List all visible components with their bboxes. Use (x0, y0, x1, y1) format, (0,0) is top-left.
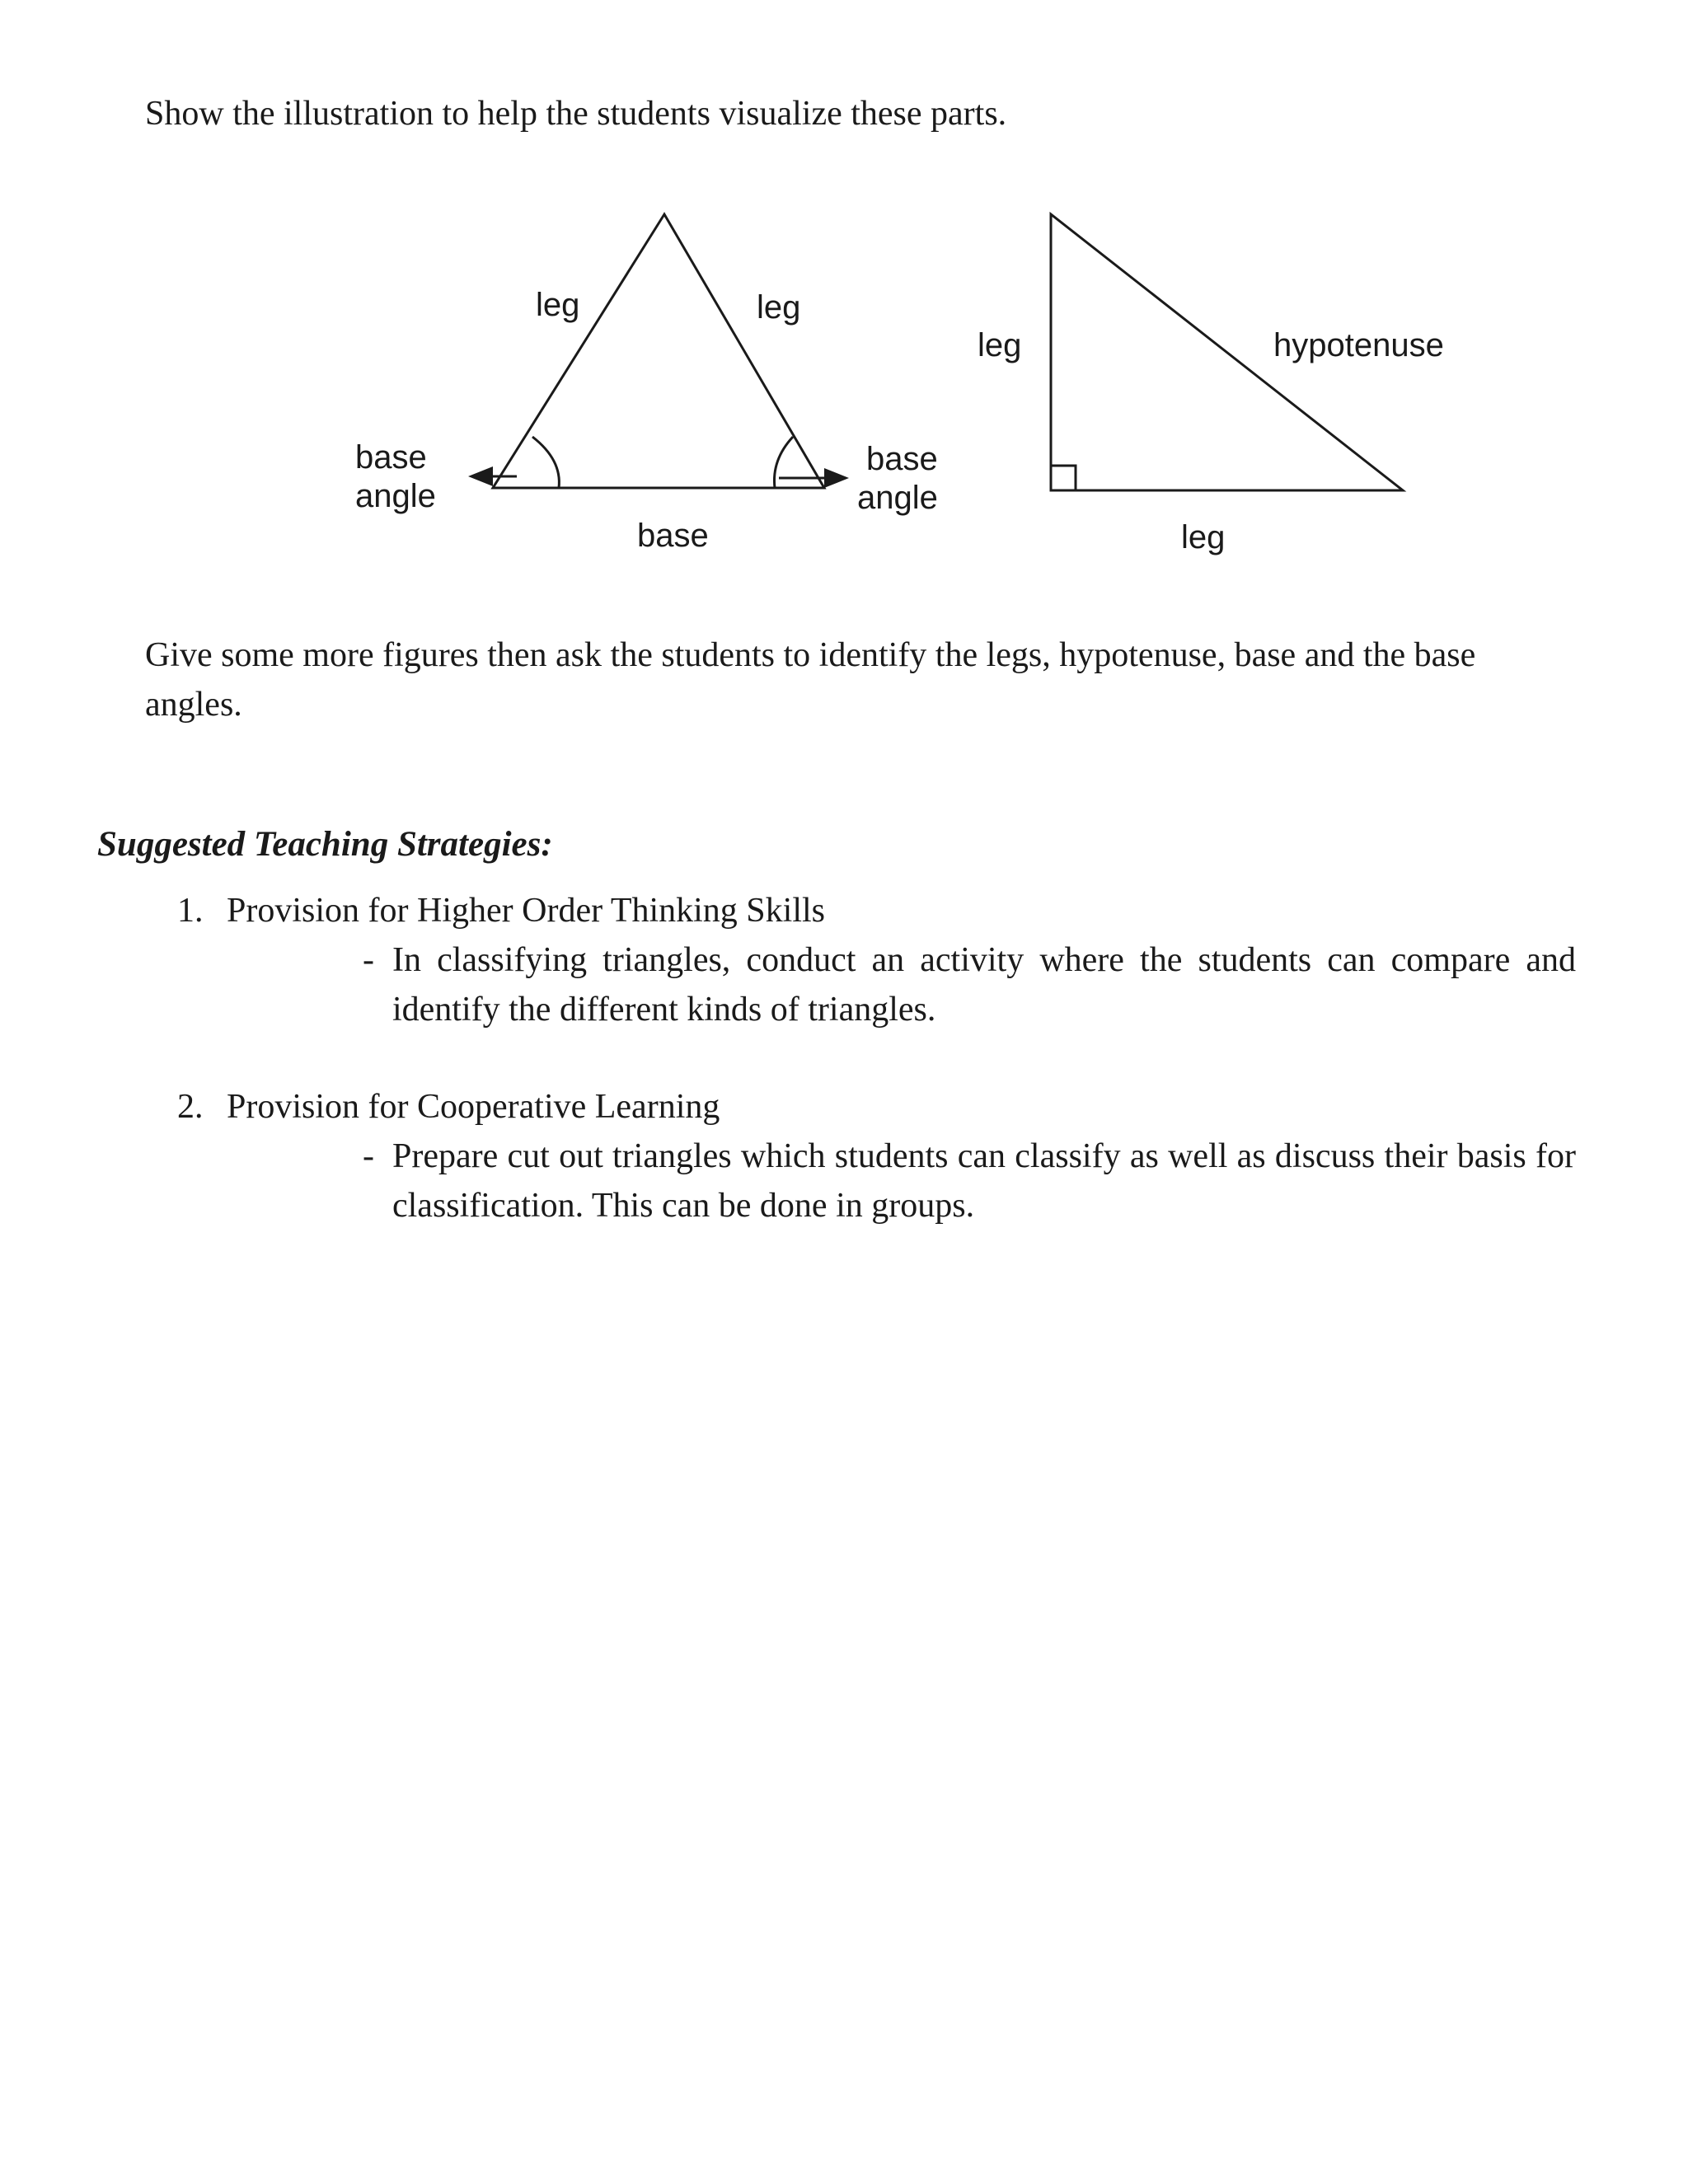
triangle-illustration (0, 0, 1688, 626)
strategy-1-title: Provision for Higher Order Thinking Skills (227, 892, 826, 930)
left-arrow-head (468, 466, 493, 486)
label-left-leg: leg (536, 287, 580, 323)
label-hypotenuse: hypotenuse (1273, 327, 1444, 363)
strategy-2-title: Provision for Cooperative Learning (227, 1088, 720, 1126)
strategy-1-detail-text: In classifying triangles, conduct an activity where the students can compare and identify the different kinds of triangles. (392, 941, 1576, 1029)
strategy-item-1 (177, 886, 825, 935)
label-left-base-angle-line2: angle (355, 478, 436, 514)
label-vertical-leg: leg (978, 327, 1022, 363)
strategy-2-dash: - (363, 1137, 374, 1175)
strategy-item-2 (177, 1082, 720, 1132)
right-angle-marker (1051, 466, 1076, 490)
intro-paragraph: Show the illustration to help the students visualize these parts. (145, 95, 1007, 133)
instruction-paragraph: Give some more figures then ask the students to identify the legs, hypotenuse, base and the base angles. (145, 636, 1476, 724)
left-base-angle-arc (532, 437, 559, 488)
label-left-base-angle-line1: base (355, 439, 427, 476)
strategy-2-detail-text: Prepare cut out triangles which students can classify as well as discuss their basis for classification. This can be done in groups. (392, 1137, 1576, 1225)
right-base-angle-arc (774, 437, 793, 488)
isosceles-triangle (493, 214, 824, 488)
strategy-2-number: 2. (177, 1088, 204, 1126)
label-base: base (637, 518, 709, 554)
label-right-leg: leg (757, 289, 801, 326)
strategy-1-number: 1. (177, 892, 204, 930)
label-right-base-angle-line1: base (866, 441, 938, 477)
strategy-2-detail (363, 1132, 1576, 1230)
strategies-heading: Suggested Teaching Strategies: (97, 825, 553, 864)
label-horizontal-leg: leg (1181, 519, 1226, 555)
label-right-base-angle-line2: angle (857, 480, 938, 516)
right-arrow-head (824, 468, 849, 488)
strategy-1-detail (363, 935, 1576, 1034)
strategy-1-dash: - (363, 941, 374, 979)
